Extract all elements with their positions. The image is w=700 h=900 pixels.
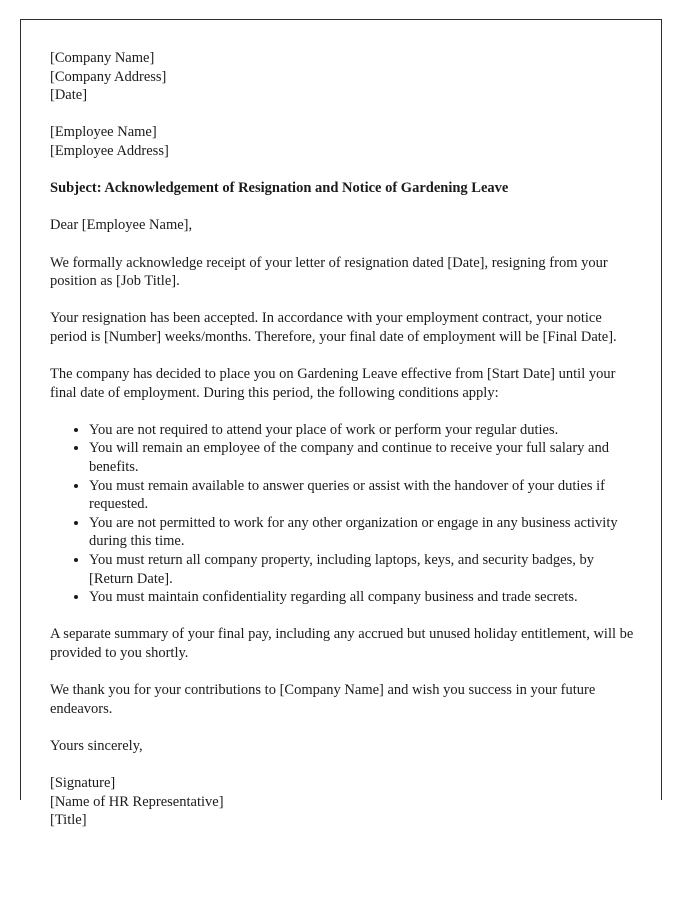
signature-block <box>50 774 637 830</box>
condition-item: • You must maintain confidentiality regarding all company business and trade secrets. <box>89 588 637 607</box>
salutation: Dear [Employee Name], <box>50 217 193 234</box>
paragraph-final-pay: A separate summary of your final pay, including any accrued but unused holiday entitlement, will be provided to you shortly. <box>50 626 634 661</box>
condition-item: • You must return all company property, including laptops, keys, and security badges, by [Return Date]. <box>89 551 637 588</box>
paragraph-gardening-leave: The company has decided to place you on Gardening Leave effective from [Start Date] until your final date of employment. During this period, the following conditions apply: <box>50 366 616 401</box>
employee-name-line: [Employee Name] <box>50 124 157 141</box>
subject-line: Subject: Acknowledgement of Resignation and Notice of Gardening Leave <box>50 180 509 197</box>
company-name-line: [Company Name] <box>50 50 155 66</box>
hr-representative-line: [Name of HR Representative] <box>50 793 224 810</box>
title-line: [Title] <box>50 812 87 829</box>
employee-address-line: [Employee Address] <box>50 142 169 159</box>
condition-item: • You must remain available to answer queries or assist with the handover of your duties if requested. <box>89 477 637 514</box>
letter-body <box>20 19 662 829</box>
company-block <box>50 49 637 105</box>
paragraph-notice-period: Your resignation has been accepted. In accordance with your employment contract, your notice period is [Number] weeks/months. Therefore, your final date of employment will be [Final Date]. <box>50 310 617 345</box>
signoff: Yours sincerely, <box>50 737 143 754</box>
recipient-block <box>50 123 637 160</box>
paragraph-thanks: We thank you for your contributions to [Company Name] and wish you success in your future endeavors. <box>50 682 596 717</box>
conditions-list <box>50 421 637 607</box>
paragraph-acknowledgement: We formally acknowledge receipt of your letter of resignation dated [Date], resigning from your position as [Job Title]. <box>50 254 608 290</box>
condition-item: • You will remain an employee of the company and continue to receive your full salary and benefits. <box>89 439 637 476</box>
condition-item: • You are not required to attend your place of work or perform your regular duties. <box>89 421 637 440</box>
company-address-line: [Company Address] <box>50 68 167 85</box>
signature-line: [Signature] <box>50 775 116 792</box>
condition-item: • You are not permitted to work for any other organization or engage in any business activity during this time. <box>89 514 637 551</box>
date-line: [Date] <box>50 87 88 104</box>
